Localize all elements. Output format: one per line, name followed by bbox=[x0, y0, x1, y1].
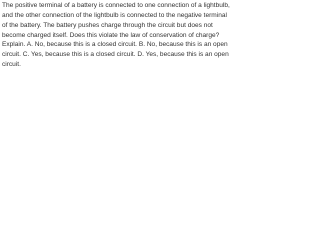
question-card bbox=[0, 0, 235, 88]
question-text: The positive terminal of a battery is connected to one connection of a lightbulb, and the other connection of the lightbulb is connected to the negative terminal of the battery. The battery pushes charge through the circuit but does not become charged itself. Does this violate the law of conservation of charge? Explain. A. No, because this is a closed circuit. B. No, because this is an open circuit. C. Yes, because this is a closed circuit. D. Yes, because this is an open circuit. bbox=[2, 2, 230, 69]
